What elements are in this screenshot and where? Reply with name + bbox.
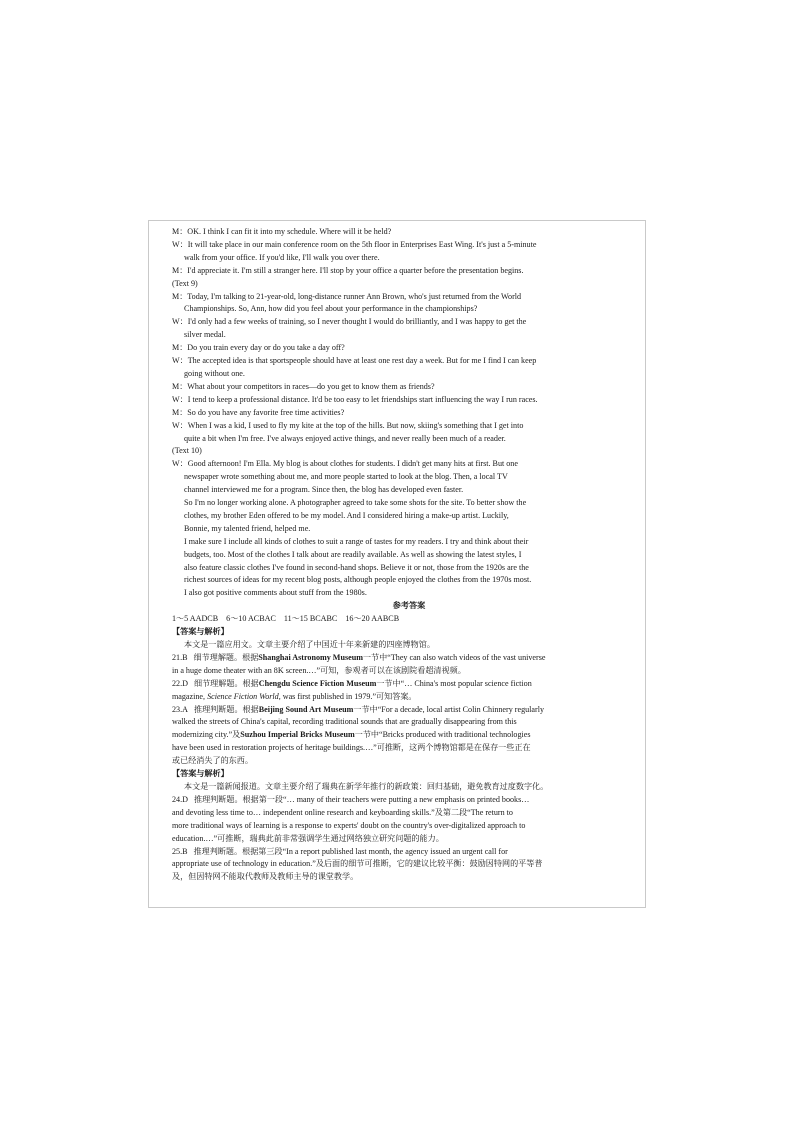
transcript-line: Bonnie, my talented friend, helped me. <box>184 523 311 533</box>
transcript-line: M：Today, I'm talking to 21-year-old, long-distance runner Ann Brown, who's just returned from the World <box>172 291 522 301</box>
explanation-line: 或已经消失了的东西。 <box>172 756 253 766</box>
answer-key: 1～5 AADCB 6～10 ACBAC 11～15 BCABC 16～20 AABCB <box>172 614 400 624</box>
transcript-line: richest sources of ideas for my recent blog posts, although people enjoyed the clothes from the 1970s most. <box>184 575 532 585</box>
explanation-line: more traditional ways of learning is a response to experts' doubt on the country's over-digitalized approach to <box>172 820 526 830</box>
transcript-line: also feature classic clothes I've found in second-hand shops. Believe it or not, those from the 1920s are the <box>184 562 529 572</box>
transcript-line: I make sure I include all kinds of clothes to suit a range of tastes for my readers. I try and think about their <box>184 536 529 546</box>
transcript-line: W：It will take place in our main conference room on the 5th floor in Enterprises East Wing. It's just a 5-minute <box>172 239 537 249</box>
text-number: (Text 10) <box>172 446 202 456</box>
explanation-line: 及，但因特网不能取代教师及教师主导的课堂教学。 <box>172 872 359 882</box>
transcript-line: I also got positive comments about stuff from the 1980s. <box>184 588 367 598</box>
explanation-q23: 23.A 推理判断题。根据Beijing Sound Art Museum一节中“For a decade, local artist Colin Chinnery regularly <box>172 704 545 714</box>
transcript-line: M：What about your competitors in races—do you get to know them as friends? <box>172 381 435 391</box>
passage-summary: 本文是一篇应用文。文章主要介绍了中国近十年来新建的四座博物馆。 <box>184 640 435 649</box>
transcript-line: M：So do you have any favorite free time activities? <box>172 407 345 417</box>
transcript-line: M：OK. I think I can fit it into my schedule. Where will it be held? <box>172 227 392 236</box>
explanation-line: appropriate use of technology in education.”及后面的细节可推断，它的建议比较平衡：鼓励因特网的平等普 <box>172 859 543 869</box>
explanation-line: in a huge dome theater with an 8K screen.…”可知，参观者可以在该剧院看超清视频。 <box>172 665 466 675</box>
listening-transcript <box>172 226 626 600</box>
explanation-line: walked the streets of China's capital, recording traditional sounds that are gradually disappearing from this <box>172 717 517 727</box>
passage-summary: 本文是一篇新闻报道。文章主要介绍了瑞典在新学年推行的新政策：回归基础，避免教育过度数字化。 <box>184 781 549 791</box>
transcript-line: clothes, my brother Eden offered to be my model. And I considered hiring a make-up artist. Luckily, <box>184 510 509 520</box>
transcript-line: quite a bit when I'm free. I've always enjoyed active things, and never really been much of a reader. <box>184 433 506 443</box>
explanation-line: and devoting less time to… independent online research and keyboarding skills.”及第二段“The return to <box>172 807 513 817</box>
transcript-line: W：I tend to keep a professional distance. It'd be too easy to let friendships start influencing the way I run races. <box>172 394 538 404</box>
answer-title: 参考答案 <box>392 601 426 611</box>
transcript-line: W：Good afternoon! I'm Ella. My blog is about clothes for students. I didn't get many hits at first. But one <box>172 459 518 469</box>
explanation-q24: 24.D 推理判断题。根据第一段“… many of their teachers were putting a new emphasis on printed books… <box>172 794 530 804</box>
explanation-header: 【答案与解析】 <box>172 627 229 637</box>
document-body <box>172 226 626 884</box>
transcript-line: going without one. <box>184 368 245 378</box>
transcript-line: M：Do you train every day or do you take a day off? <box>172 343 345 353</box>
transcript-line: newspaper wrote something about me, and more people started to look at the blog. Then, a local TV <box>184 472 508 482</box>
explanation-header: 【答案与解析】 <box>172 769 229 779</box>
transcript-line: budgets, too. Most of the clothes I talk about are readily available. As well as showing the latest styles, I <box>184 549 522 559</box>
transcript-line: W：I'd only had a few weeks of training, so I never thought I would do brilliantly, and I was happy to get the <box>172 317 527 327</box>
explanation-line: have been used in restoration projects of heritage buildings.…”可推断，这两个博物馆都是在保存一些正在 <box>172 743 531 753</box>
transcript-line: Championships. So, Ann, how did you feel about your performance in the championships? <box>184 304 478 314</box>
explanation-q21: 21.B 细节理解题。根据Shanghai Astronomy Museum一节中“They can also watch videos of the vast universe <box>172 652 546 662</box>
explanation-q25: 25.B 推理判断题。根据第三段“In a report published last month, the agency issued an urgent call for <box>172 846 508 856</box>
explanation-line: education.…”可推断，瑞典此前非常强调学生通过网络独立研究问题的能力。 <box>172 833 444 843</box>
explanation-q22: 22.D 细节理解题。根据Chengdu Science Fiction Museum一节中“… China's most popular science fiction <box>172 678 532 688</box>
explanation-line: modernizing city.”及Suzhou Imperial Bricks Museum一节中“Bricks produced with traditional technologies <box>172 730 531 740</box>
explanation-line: magazine, Science Fiction World, was first published in 1979.”可知答案。 <box>172 691 417 701</box>
text-number: (Text 9) <box>172 278 198 288</box>
transcript-line: channel interviewed me for a program. Since then, the blog has developed even faster. <box>184 485 464 495</box>
transcript-line: M：I'd appreciate it. I'm still a stranger here. I'll stop by your office a quarter before the presentation begins. <box>172 265 524 275</box>
transcript-line: W：When I was a kid, I used to fly my kite at the top of the hills. But now, skiing's something that I get into <box>172 420 524 430</box>
transcript-line: So I'm no longer working alone. A photographer agreed to take some shots for the site. To better show the <box>184 498 527 508</box>
transcript-line: W：The accepted idea is that sportspeople should have at least one rest day a week. But for me I find I can keep <box>172 356 537 366</box>
transcript-line: walk from your office. If you'd like, I'll walk you over there. <box>184 252 380 262</box>
transcript-line: silver medal. <box>184 330 226 340</box>
